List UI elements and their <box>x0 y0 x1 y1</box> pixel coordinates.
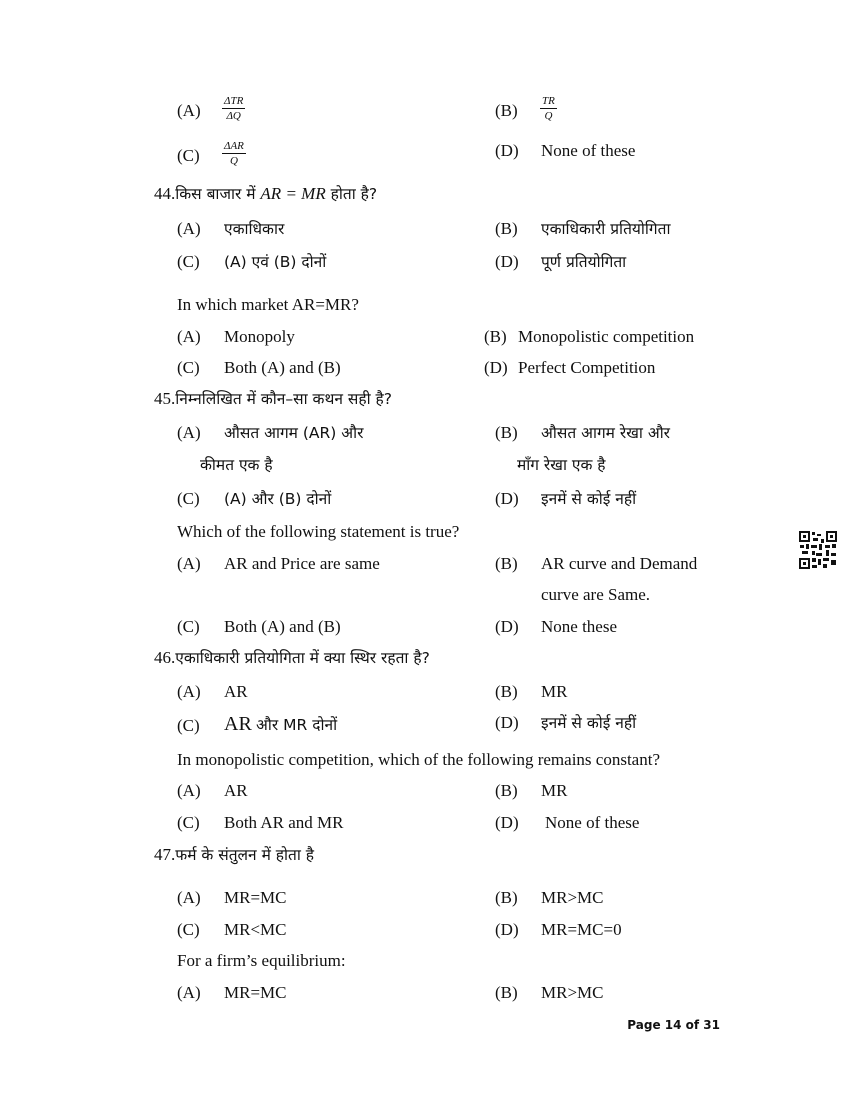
q44-hi-c-text: (A) एवं (B) दोनों <box>224 253 327 271</box>
q45-hi-b-label: (B) <box>495 423 518 442</box>
q46-en-c-text: Both AR and MR <box>224 813 344 832</box>
q46-number: 46. <box>154 648 176 667</box>
q43-option-d-label: (D) <box>495 141 519 160</box>
q43-option-a-fraction <box>222 95 245 122</box>
q44-en-c-text: Both (A) and (B) <box>224 358 341 377</box>
q47-hi-a-text: MR=MC <box>224 888 287 907</box>
q43-b-numerator: TR <box>542 95 555 107</box>
q45-hi-a-text-line2: कीमत एक है <box>200 456 273 474</box>
q46-en-d-label: (D) <box>495 813 519 832</box>
q45-en-c-label: (C) <box>177 617 200 636</box>
q46-hi-a-label: (A) <box>177 682 201 701</box>
q44-hi-d-text: पूर्ण प्रतियोगिता <box>541 253 627 271</box>
q44-hi-c-label: (C) <box>177 252 200 271</box>
q44-math: AR = MR <box>260 184 326 203</box>
q44-hi-d-label: (D) <box>495 252 519 271</box>
q44-en-b-label: (B) <box>484 327 507 346</box>
q44-en-b-text: Monopolistic competition <box>518 327 695 346</box>
q46-hi-d-label: (D) <box>495 713 519 732</box>
q45-hi-c-label: (C) <box>177 489 200 508</box>
q45-number: 45. <box>154 389 176 408</box>
q45-hi-d-label: (D) <box>495 489 519 508</box>
q46-hi-c-rest: और MR दोनों <box>256 716 338 734</box>
q47-en-a-label: (A) <box>177 983 201 1002</box>
q44-hindi-post: होता है? <box>325 185 378 203</box>
q46-hi-c-label: (C) <box>177 716 200 735</box>
q44-en-c-label: (C) <box>177 358 200 377</box>
q46-en-b-text: MR <box>541 781 568 800</box>
q47-hindi-question <box>154 845 314 865</box>
q46-hi-c-ar: AR <box>224 713 252 735</box>
q44-en-d-label: (D) <box>484 358 508 377</box>
q43-option-b-fraction <box>540 95 557 122</box>
q45-en-c-text: Both (A) and (B) <box>224 617 341 636</box>
q47-hi-b-text: MR>MC <box>541 888 604 907</box>
q45-en-b-text: AR curve and Demand <box>541 554 698 573</box>
q47-en-a-text: MR=MC <box>224 983 287 1002</box>
q45-hindi-text: निम्नलिखित में कौन–सा कथन सही है? <box>175 390 393 408</box>
q44-hi-b-text: एकाधिकारी प्रतियोगिता <box>541 220 671 238</box>
q45-hi-a-text: औसत आगम (AR) और <box>224 424 364 442</box>
q46-hi-a-text: AR <box>224 682 248 701</box>
q44-hi-a-text: एकाधिकार <box>224 220 285 238</box>
q44-hi-b-label: (B) <box>495 219 518 238</box>
q45-en-b-label: (B) <box>495 554 518 573</box>
q46-hi-b-text: MR <box>541 682 568 701</box>
q46-en-a-label: (A) <box>177 781 201 800</box>
q44-en-a-text: Monopoly <box>224 327 295 346</box>
q47-hi-d-label: (D) <box>495 920 519 939</box>
q45-hi-c-text: (A) और (B) दोनों <box>224 490 332 508</box>
q44-number: 44. <box>154 184 176 203</box>
q43-c-denominator: Q <box>229 155 238 167</box>
q44-english-question: In which market AR=MR? <box>177 295 359 314</box>
qr-code-icon <box>798 530 838 570</box>
q44-hi-a-label: (A) <box>177 219 201 238</box>
q45-hindi-question <box>154 389 392 409</box>
q44-hindi-question <box>154 184 377 204</box>
q46-en-d-text: None of these <box>545 813 640 832</box>
q47-hi-d-text: MR=MC=0 <box>541 920 622 939</box>
q43-c-numerator: ΔAR <box>224 140 244 152</box>
q44-hindi-pre: किस बाजार में <box>175 185 261 203</box>
q44-en-a-label: (A) <box>177 327 201 346</box>
q47-hi-c-text: MR<MC <box>224 920 287 939</box>
q47-en-b-label: (B) <box>495 983 518 1002</box>
q43-option-a-label: (A) <box>177 101 201 120</box>
q46-hi-d-text: इनमें से कोई नहीं <box>541 714 637 732</box>
q47-hindi-text: फर्म के संतुलन में होता है <box>175 846 315 864</box>
q45-hi-a-label: (A) <box>177 423 201 442</box>
q47-hi-c-label: (C) <box>177 920 200 939</box>
q45-en-b-text-line2: curve are Same. <box>541 585 651 604</box>
q43-a-denominator: ΔQ <box>226 110 241 122</box>
q46-en-a-text: AR <box>224 781 248 800</box>
q46-en-c-label: (C) <box>177 813 200 832</box>
q47-hi-b-label: (B) <box>495 888 518 907</box>
q47-en-b-text: MR>MC <box>541 983 604 1002</box>
q46-hindi-text: एकाधिकारी प्रतियोगिता में क्या स्थिर रहता है? <box>175 649 430 667</box>
q45-hi-d-text: इनमें से कोई नहीं <box>541 490 637 508</box>
q43-option-d-text: None of these <box>541 141 636 160</box>
q46-hi-c-text <box>224 714 337 735</box>
q44-en-d-text: Perfect Competition <box>518 358 656 377</box>
q46-hindi-question <box>154 648 430 668</box>
q46-english-question: In monopolistic competition, which of the following remains constant? <box>177 750 660 769</box>
q43-option-b-label: (B) <box>495 101 518 120</box>
q45-en-d-text: None these <box>541 617 618 636</box>
q45-en-a-text: AR and Price are same <box>224 554 380 573</box>
q46-hi-b-label: (B) <box>495 682 518 701</box>
q47-hi-a-label: (A) <box>177 888 201 907</box>
q43-option-c-label: (C) <box>177 146 200 165</box>
q45-english-question: Which of the following statement is true? <box>177 522 460 541</box>
q43-a-numerator: ΔTR <box>224 95 244 107</box>
q45-hi-b-text: औसत आगम रेखा और <box>541 424 671 442</box>
q46-en-b-label: (B) <box>495 781 518 800</box>
q45-en-a-label: (A) <box>177 554 201 573</box>
q47-english-question: For a firm’s equilibrium: <box>177 951 346 970</box>
q43-b-denominator: Q <box>544 110 553 122</box>
q43-option-c-fraction <box>222 140 246 167</box>
page-number: Page 14 of 31 <box>627 1018 720 1032</box>
q45-hi-b-text-line2: माँग रेखा एक है <box>517 456 606 474</box>
q47-number: 47. <box>154 845 176 864</box>
q45-en-d-label: (D) <box>495 617 519 636</box>
